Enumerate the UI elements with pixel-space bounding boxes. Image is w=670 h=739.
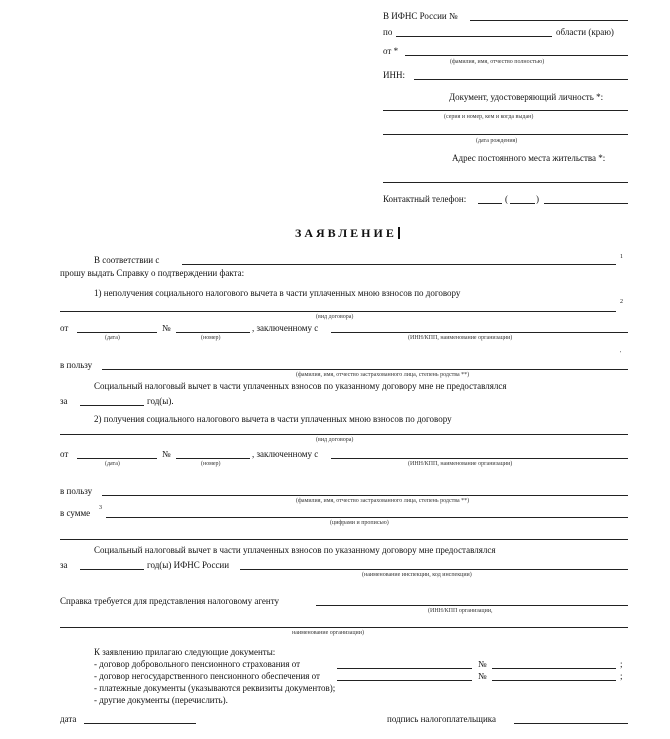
attach-1-number-sign: № <box>478 659 487 669</box>
contract-number-field-1[interactable] <box>176 332 250 333</box>
phone-number-field[interactable] <box>544 203 628 204</box>
granted-text: Социальный налоговый вычет в части уплаченных взносов по указанному договору мне предоставлялся <box>94 545 496 555</box>
insured-person-caption-2: (фамилия, имя, отчество застрахованного лица, степень родства **) <box>296 498 470 504</box>
not-granted-text: Социальный налоговый вычет в части уплаченных взносов по указанному договору мне не предоставлялся <box>94 381 507 391</box>
id-document-field[interactable] <box>383 110 628 111</box>
ifns-number-field[interactable] <box>470 20 628 21</box>
signing-date-field[interactable] <box>84 723 196 724</box>
attach-item-2: - договор негосударственного пенсионного обеспечения от <box>94 671 320 681</box>
phone-paren-open: ( <box>505 194 508 204</box>
tax-agent-inn-caption: (ИНН/КПП организации, <box>428 608 493 614</box>
address-field[interactable] <box>383 182 628 183</box>
footnote-2: 2 <box>620 299 623 305</box>
number-caption-1: (номер) <box>201 335 221 341</box>
tax-agent-inn-field[interactable] <box>316 605 628 606</box>
inn-field[interactable] <box>414 79 628 80</box>
sum-field[interactable] <box>106 517 628 518</box>
years-field-2[interactable] <box>80 569 144 570</box>
text-cursor <box>398 227 400 239</box>
inspection-field[interactable] <box>240 569 628 570</box>
birth-date-field[interactable] <box>383 134 628 135</box>
attach-1-number-field[interactable] <box>492 668 616 669</box>
ifns-label: В ИФНС России № <box>383 11 458 21</box>
phone-label: Контактный телефон: <box>383 194 467 204</box>
full-name-field[interactable] <box>405 55 628 56</box>
inspection-caption: (наименование инспекции, код инспекции) <box>362 572 472 578</box>
contract-type-caption-1: (вид договора) <box>316 314 354 320</box>
organization-field-1[interactable] <box>331 332 628 333</box>
contract-date-field-2[interactable] <box>77 458 157 459</box>
date-label: дата <box>60 714 77 724</box>
tax-agent-name-caption: наименование организации) <box>292 630 364 636</box>
for-label-1: за <box>60 396 68 406</box>
attach-item-1: - договор добровольного пенсионного страхования от <box>94 659 301 669</box>
phone-code-field[interactable] <box>478 203 502 204</box>
from-short-2: от <box>60 449 69 459</box>
sum-caption: (цифрами и прописью) <box>330 520 389 526</box>
attach-item-3: - платежные документы (указываются реквизиты документов); <box>94 683 336 693</box>
footnote-1: 1 <box>620 254 623 260</box>
signature-field[interactable] <box>514 723 628 724</box>
accordance-field[interactable] <box>182 264 616 265</box>
number-sign-2: № <box>162 449 171 459</box>
date-caption-1: (дата) <box>105 335 120 341</box>
phone-paren-close: ) <box>536 194 539 204</box>
attach-2-date-field[interactable] <box>337 680 472 681</box>
contract-date-field-1[interactable] <box>77 332 157 333</box>
item-1-text: 1) неполучения социального налогового вычета в части уплаченных мною взносов по договору <box>94 288 461 298</box>
from-short-1: от <box>60 323 69 333</box>
tax-agent-name-field[interactable] <box>60 627 628 628</box>
attach-1-semicolon: ; <box>620 659 623 669</box>
full-name-caption: (фамилия, имя, отчество полностью) <box>450 59 545 65</box>
contract-number-field-2[interactable] <box>176 458 250 459</box>
number-sign-1: № <box>162 323 171 333</box>
attach-1-date-field[interactable] <box>337 668 472 669</box>
contract-type-field-1[interactable] <box>60 311 616 312</box>
footnote-3: 3 <box>99 505 102 511</box>
accordance-label: В соответствии с <box>94 255 160 265</box>
required-for-text: Справка требуется для представления налоговому агенту <box>60 596 280 606</box>
insured-person-field-1[interactable] <box>102 369 628 370</box>
birth-date-caption: (дата рождения) <box>476 138 518 144</box>
date-caption-2: (дата) <box>105 461 120 467</box>
concluded-label-2: , заключенному с <box>252 449 319 459</box>
address-label: Адрес постоянного места жительства *: <box>452 153 606 163</box>
document-title: ЗАЯВЛЕНИЕ <box>295 226 400 240</box>
item-2-text: 2) получения социального налогового вычета в части уплаченных мною взносов по договору <box>94 414 452 424</box>
insured-person-caption-1: (фамилия, имя, отчество застрахованного лица, степень родства **) <box>296 372 470 378</box>
inn-label: ИНН: <box>383 70 405 80</box>
in-favor-label-2: в пользу <box>60 486 93 496</box>
sum-words-field[interactable] <box>60 539 628 540</box>
years-field-1[interactable] <box>80 405 144 406</box>
attach-item-4: - другие документы (перечислить). <box>94 695 228 705</box>
attach-2-semicolon: ; <box>620 671 623 681</box>
from-label: от * <box>383 46 399 56</box>
attach-2-number-sign: № <box>478 671 487 681</box>
attach-intro: К заявлению прилагаю следующие документы: <box>94 647 276 657</box>
years-label-1: год(ы). <box>147 396 174 406</box>
po-label: по <box>383 27 393 37</box>
region-label: области (краю) <box>556 27 614 37</box>
signature-label: подпись налогоплательщика <box>387 714 497 724</box>
number-caption-2: (номер) <box>201 461 221 467</box>
region-field[interactable] <box>396 36 552 37</box>
sum-label: в сумме <box>60 508 91 518</box>
for-label-2: за <box>60 560 68 570</box>
years-ifns-label: год(ы) ИФНС России <box>147 560 230 570</box>
insured-person-field-2[interactable] <box>102 495 628 496</box>
contract-type-field-2[interactable] <box>60 434 628 435</box>
contract-type-caption-2: (вид договора) <box>316 437 354 443</box>
concluded-label-1: , заключенному с <box>252 323 319 333</box>
in-favor-label-1: в пользу <box>60 360 93 370</box>
id-document-caption: (серия и номер, кем и когда выдан) <box>444 114 534 120</box>
phone-area-field[interactable] <box>510 203 535 204</box>
attach-2-number-field[interactable] <box>492 680 616 681</box>
footnote-dot-1: ' <box>620 351 622 357</box>
organization-caption-2: (ИНН/КПП, наименование организации) <box>408 461 513 467</box>
organization-field-2[interactable] <box>331 458 628 459</box>
id-document-label: Документ, удостоверяющий личность *: <box>449 92 604 102</box>
organization-caption-1: (ИНН/КПП, наименование организации) <box>408 335 513 341</box>
request-text: прошу выдать Справку о подтверждении факта: <box>60 268 245 278</box>
